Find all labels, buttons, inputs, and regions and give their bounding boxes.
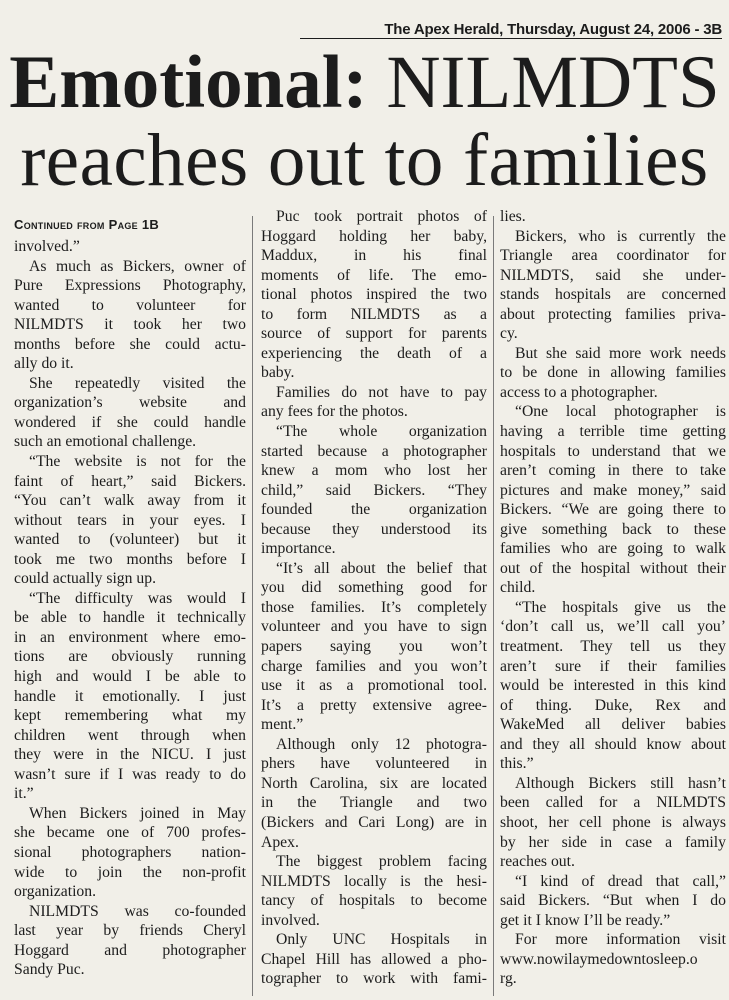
article-line: been called for a NILMDTS	[500, 794, 726, 812]
article-line: hospitals to understand that we	[500, 442, 726, 460]
article-line: access to a photographer.	[500, 383, 658, 401]
article-line: baby.	[261, 364, 295, 382]
article-line: she became one of 700 profes-	[14, 824, 246, 842]
article-line: in an environment where emo-	[14, 628, 246, 646]
article-line: WakeMed all deliver babies	[500, 716, 726, 734]
article-line: kept remembering what my	[14, 707, 246, 725]
article-line: The biggest problem facing	[276, 853, 487, 871]
continued-from-label: Continued from Page 1B	[14, 217, 160, 232]
article-line: NILMDTS, said she under-	[500, 266, 726, 284]
article-line: about protecting families priva-	[500, 305, 726, 323]
article-line: But she said more work needs	[515, 344, 726, 362]
article-line: Only UNC Hospitals in	[276, 931, 487, 949]
article-line: organization.	[14, 883, 97, 901]
article-line: Pure Expressions Photography,	[14, 277, 246, 295]
article-line: could actually sign up.	[14, 570, 157, 588]
article-line: “It’s all about the belief that	[276, 559, 487, 577]
article-line: moments of life. The emo-	[261, 266, 487, 284]
article-line: stands hospitals are concerned	[500, 286, 726, 304]
article-line: lies.	[500, 208, 526, 225]
article-line: because they understood its	[261, 520, 487, 538]
article-line: For more information visit	[515, 931, 726, 949]
headline-line-1-rest: NILMDTS	[386, 41, 720, 124]
article-line: took me two months before I	[14, 550, 246, 568]
article-column-3	[500, 207, 726, 989]
article-line: NILMDTS locally is the hesi-	[261, 872, 487, 890]
article-line: knew a mom who lost her	[261, 462, 487, 480]
article-line: wondered if she could handle	[14, 413, 246, 431]
article-line: get it I know I’ll be ready.”	[500, 911, 671, 929]
article-line: faint of heart,” said Bickers.	[14, 472, 246, 490]
article-line: “One local photographer is	[515, 403, 726, 421]
article-line: any fees for the photos.	[261, 403, 408, 421]
article-line: pictures and make money,” said	[500, 481, 726, 499]
article-line: give something back to these	[500, 520, 726, 538]
article-line: would be interested in this kind	[500, 677, 726, 695]
article-line: wanted to volunteer for	[14, 296, 246, 314]
article-line: Apex.	[261, 833, 299, 851]
article-line: experiencing the death of a	[261, 344, 487, 362]
article-line: aren’t sure if their families	[500, 657, 726, 675]
article-line: She repeatedly visited the	[29, 374, 246, 392]
article-line: such an emotional challenge.	[14, 433, 197, 451]
article-line: Puc took portrait photos of	[276, 208, 487, 225]
column-rule	[252, 216, 253, 996]
article-line: Families do not have to pay	[276, 383, 487, 401]
article-line: and they all should know about	[500, 735, 726, 753]
article-line: www.nowilaymedowntosleep.o	[500, 950, 698, 968]
article-line: “The difficulty was would I	[29, 589, 246, 607]
article-line: wide to join the non-profit	[14, 863, 246, 881]
article-line: tional photos inspired the two	[261, 286, 487, 304]
article-line: last year by friends Cheryl	[14, 922, 246, 940]
article-line: use it as a promotional tool.	[261, 677, 487, 695]
article-line: NILMDTS was co-founded	[29, 902, 246, 920]
article-line: tions are obviously running	[14, 648, 246, 666]
article-line: handle it emotionally. I just	[14, 687, 246, 705]
article-line: When Bickers joined in May	[29, 804, 246, 822]
article-line: As much as Bickers, owner of	[29, 257, 246, 275]
article-line: wanted to (volunteer) but it	[14, 531, 246, 549]
article-line: “You can’t walk away from it	[14, 492, 246, 510]
article-line: families who are going to walk	[500, 540, 726, 558]
article-line: it.”	[14, 785, 34, 803]
article-line: involved.”	[14, 238, 80, 255]
article-line: you did something good for	[261, 579, 487, 597]
article-line: to be done in allowing families	[500, 364, 726, 382]
article-line: papers saying you won’t	[261, 638, 487, 656]
article-line: It’s a pretty extensive agree-	[261, 696, 487, 714]
article-line: Hoggard and photographer	[14, 941, 246, 959]
article-line: phers have volunteered in	[261, 755, 487, 773]
article-line: ally do it.	[14, 355, 74, 373]
column-rule	[493, 216, 494, 996]
article-line: Bickers. “We are going there to	[500, 501, 726, 519]
article-line: ment.”	[261, 716, 304, 734]
article-line: cy.	[500, 325, 518, 343]
article-line: “The hospitals give us the	[515, 598, 726, 616]
article-line: source of support for parents	[261, 325, 487, 343]
article-line: NILMDTS it took her two	[14, 316, 246, 334]
article-line: treatment. They tell us they	[500, 638, 726, 656]
article-line: Triangle area coordinator for	[500, 247, 726, 265]
article-line: organization’s website and	[14, 394, 246, 412]
article-line: having a terrible time getting	[500, 423, 726, 441]
article-line: tographer to work with fami-	[261, 970, 487, 988]
article-column-1	[14, 213, 246, 980]
article-line: Although only 12 photogra-	[276, 735, 487, 753]
headline-line-1	[0, 41, 729, 124]
article-line: this.”	[500, 755, 534, 773]
article-line: (Bickers and Cari Long) are in	[261, 813, 487, 831]
article-line: they were in the NICU. I just	[14, 746, 246, 764]
article-line: Hoggard holding her baby,	[261, 227, 487, 245]
article-line: those families. It’s completely	[261, 598, 487, 616]
article-line: aren’t coming in there to take	[500, 462, 726, 480]
article-line: North Carolina, six are located	[261, 774, 487, 792]
article-line: sional photographers nation-	[14, 843, 246, 861]
article-line: high and would I be able to	[14, 668, 246, 686]
article-line: children went through when	[14, 726, 246, 744]
headline-line-2: reaches out to families	[20, 119, 709, 202]
article-line: “I kind of dread that call,”	[515, 872, 726, 890]
article-line: wasn’t sure if I was ready to do	[14, 765, 246, 783]
article-line: Maddux, in his final	[261, 247, 487, 265]
article-line: Chapel Hill has allowed a pho-	[261, 950, 487, 968]
article-line: ‘don’t call us, we’ll call you’	[500, 618, 726, 636]
article-line: rg.	[500, 970, 517, 988]
article-line: “The whole organization	[276, 423, 487, 441]
article-line: charge families and you won’t	[261, 657, 487, 675]
article-line: reaches out.	[500, 853, 575, 871]
article-line: be able to handle it technically	[14, 609, 246, 627]
article-line: child.	[500, 579, 536, 597]
article-line: Bickers, who is currently the	[515, 227, 726, 245]
article-line: shoot, her cell phone is always	[500, 813, 726, 831]
article-line: child,” said Bickers. “They	[261, 481, 487, 499]
page-folio: The Apex Herald, Thursday, August 24, 2006 - 3B	[300, 22, 722, 39]
article-line: without tears in your eyes. I	[14, 511, 246, 529]
article-line: involved.	[261, 911, 320, 929]
article-line: out of the hospital without their	[500, 559, 726, 577]
article-line: importance.	[261, 540, 336, 558]
article-line: Although Bickers still hasn’t	[515, 774, 726, 792]
article-line: volunteer and you have to sign	[261, 618, 487, 636]
article-line: tancy of hospitals to become	[261, 892, 487, 910]
article-line: started because a photographer	[261, 442, 487, 460]
article-column-2	[261, 207, 487, 989]
article-line: to form NILMDTS as a	[261, 305, 487, 323]
headline-kicker: Emotional:	[9, 41, 368, 124]
article-line: months before she could actu-	[14, 335, 246, 353]
article-line: said Bickers. “But when I do	[500, 892, 726, 910]
article-line: in the Triangle and two	[261, 794, 487, 812]
article-line: “The website is not for the	[29, 453, 246, 471]
article-line: by her side in case a family	[500, 833, 726, 851]
article-line: Sandy Puc.	[14, 961, 85, 979]
article-line: founded the organization	[261, 501, 487, 519]
headline	[0, 41, 729, 202]
article-line: of thing. Duke, Rex and	[500, 696, 726, 714]
